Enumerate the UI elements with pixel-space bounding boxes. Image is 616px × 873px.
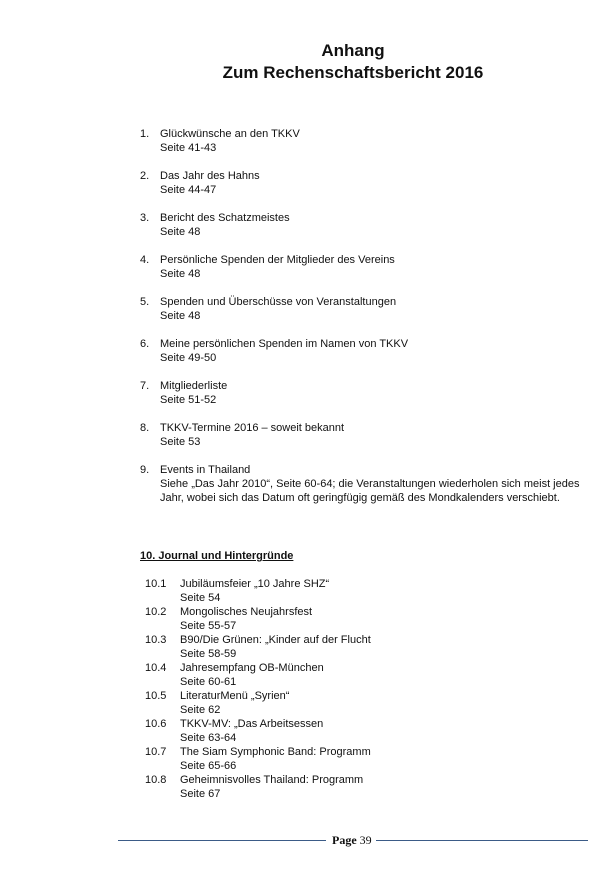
toc-item-page: Seite 41-43 [160, 142, 217, 154]
toc-item [140, 421, 580, 449]
journal-item [145, 689, 575, 717]
toc-item-number: 4. [140, 254, 150, 266]
journal-item [145, 633, 575, 661]
page-number-label [332, 832, 372, 848]
journal-item [145, 605, 575, 633]
journal-item-page: Seite 65-66 [180, 760, 237, 772]
toc-item [140, 463, 580, 505]
toc-item [140, 253, 580, 281]
journal-item-number: 10.1 [145, 578, 167, 590]
toc-item-number: 1. [140, 128, 150, 140]
toc-item-number: 5. [140, 296, 150, 308]
document-title: Anhang [321, 41, 385, 60]
journal-item-title: Mongolisches Neujahrsfest [180, 606, 313, 618]
toc-item-title: Meine persönlichen Spenden im Namen von TKKV [160, 338, 409, 350]
journal-item-number: 10.4 [145, 662, 167, 674]
toc-item-page: Seite 48 [160, 226, 201, 238]
toc-item-title: Persönliche Spenden der Mitglieder des Vereins [160, 254, 395, 266]
journal-item [145, 717, 575, 745]
journal-item-page: Seite 58-59 [180, 648, 237, 660]
toc-item [140, 169, 580, 197]
toc-item-page: Seite 51-52 [160, 394, 217, 406]
toc-item [140, 127, 580, 155]
journal-item-title: The Siam Symphonic Band: Programm [180, 746, 371, 758]
toc-item-title: TKKV-Termine 2016 – soweit bekannt [160, 422, 345, 434]
toc-item-title: Events in Thailand [160, 464, 251, 476]
footer-rule-right [376, 840, 588, 841]
journal-item-page: Seite 63-64 [180, 732, 237, 744]
toc-item [140, 337, 580, 365]
journal-item-number: 10.5 [145, 690, 167, 702]
page-word: Page [332, 833, 357, 847]
journal-item-number: 10.6 [145, 718, 167, 730]
toc-item-number: 7. [140, 380, 150, 392]
journal-item-page: Seite 55-57 [180, 620, 237, 632]
toc-item-title: Das Jahr des Hahns [160, 170, 260, 182]
journal-item-number: 10.8 [145, 774, 167, 786]
toc-item-page: Seite 44-47 [160, 184, 217, 196]
toc-item-page: Seite 48 [160, 310, 201, 322]
journal-item-title: B90/Die Grünen: „Kinder auf der Flucht [180, 634, 371, 646]
journal-item [145, 745, 575, 773]
toc-item-title: Bericht des Schatzmeistes [160, 212, 290, 224]
toc-item-page: Seite 53 [160, 436, 201, 448]
journal-item-page: Seite 54 [180, 592, 221, 604]
toc-item-number: 9. [140, 464, 150, 476]
toc-item-number: 6. [140, 338, 150, 350]
appendix-contents-list [140, 127, 580, 519]
journal-item-page: Seite 67 [180, 788, 221, 800]
page-footer [118, 832, 588, 848]
toc-item-number: 3. [140, 212, 150, 224]
toc-item-title: Glückwünsche an den TKKV [160, 128, 300, 140]
journal-item-title: Jubiläumsfeier „10 Jahre SHZ“ [180, 578, 330, 590]
journal-item-page: Seite 60-61 [180, 676, 237, 688]
toc-item-title: Spenden und Überschüsse von Veranstaltungen [160, 296, 397, 308]
toc-item-page: Seite 49-50 [160, 352, 217, 364]
journal-item-title: TKKV-MV: „Das Arbeitsessen [180, 718, 324, 730]
toc-item-page: Seite 48 [160, 268, 201, 280]
toc-item-number: 8. [140, 422, 150, 434]
toc-item [140, 379, 580, 407]
toc-item-number: 2. [140, 170, 150, 182]
document-subtitle: Zum Rechenschaftsbericht 2016 [222, 63, 484, 82]
journal-item-title: Jahresempfang OB-München [180, 662, 324, 674]
journal-item-page: Seite 62 [180, 704, 221, 716]
toc-item-title: Mitgliederliste [160, 380, 228, 392]
page-number: 39 [359, 833, 372, 847]
toc-item [140, 295, 580, 323]
journal-item-title: Geheimnisvolles Thailand: Programm [180, 774, 364, 786]
toc-item [140, 211, 580, 239]
section-heading-journal: 10. Journal und Hintergründe [140, 550, 294, 562]
journal-contents-list [145, 577, 575, 801]
journal-item-number: 10.3 [145, 634, 167, 646]
toc-item-description: Siehe „Das Jahr 2010“, Seite 60-64; die Veranstaltungen wiederholen sich meist jedes Jahr, wobei sich das Datum oft geringfügig gemäß des Mondkalenders verschiebt. [160, 478, 580, 504]
journal-item-title: LiteraturMenü „Syrien“ [180, 690, 290, 702]
journal-item-number: 10.7 [145, 746, 167, 758]
journal-item [145, 661, 575, 689]
journal-item-number: 10.2 [145, 606, 167, 618]
journal-item [145, 773, 575, 801]
journal-item [145, 577, 575, 605]
footer-rule-left [118, 840, 326, 841]
